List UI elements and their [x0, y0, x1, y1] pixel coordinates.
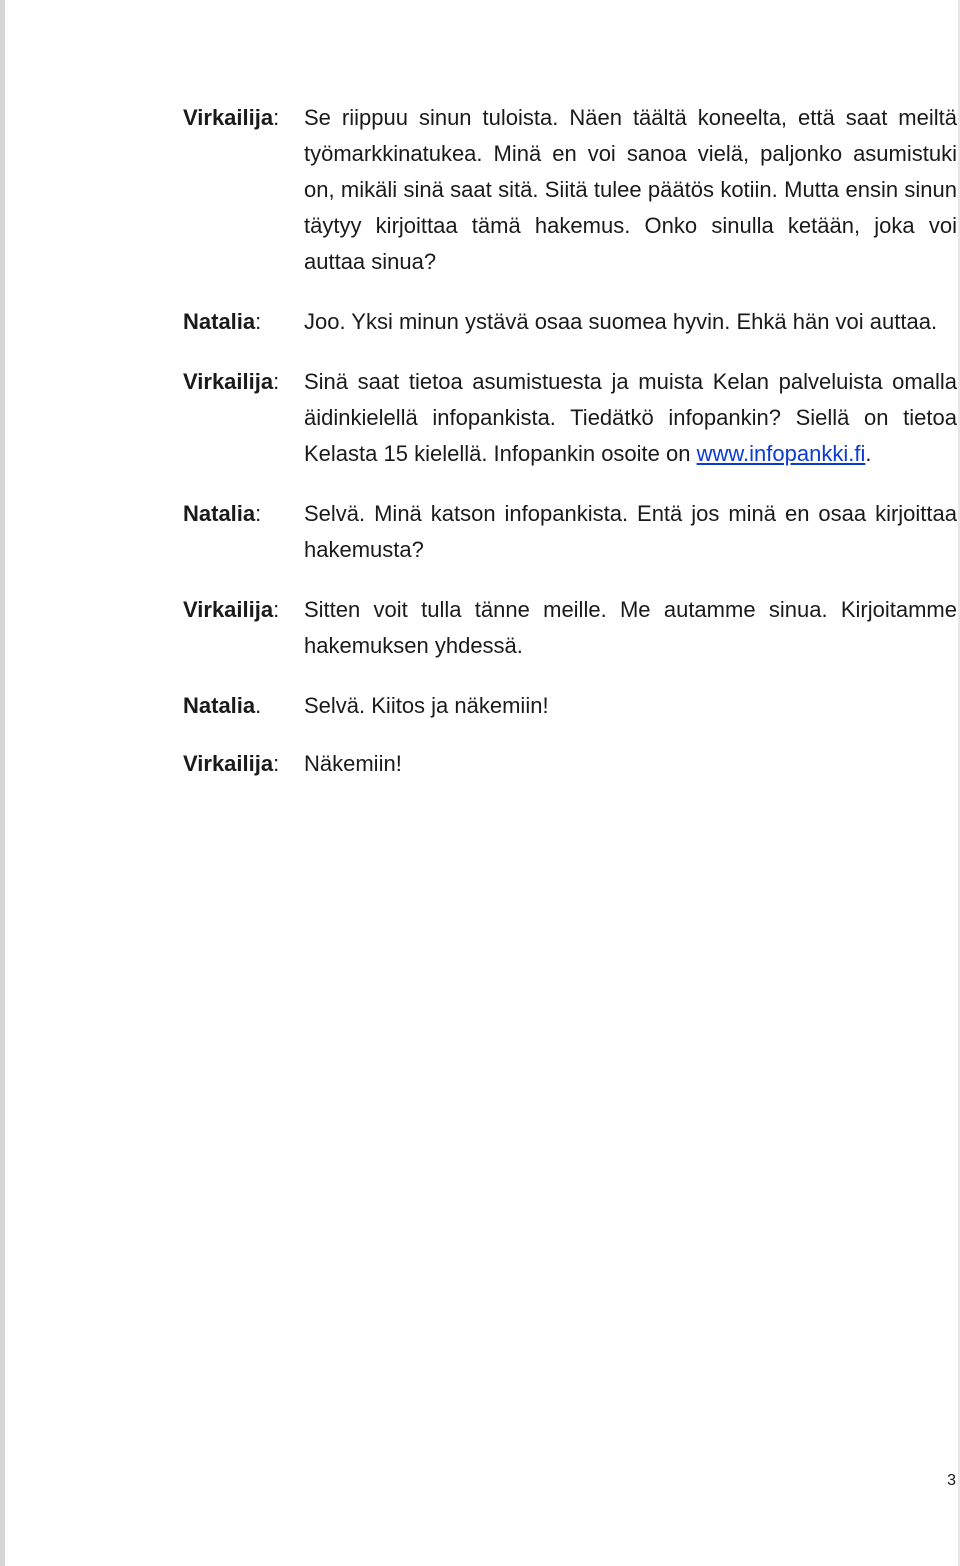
dialogue: [183, 100, 957, 782]
speech-text: Se riippuu sinun tuloista. Näen täältä koneelta, että saat meiltä työmarkkinatukea. Minä en voi sanoa vielä, paljonko asumistuki on, mikäli sinä saat sitä. Siitä tulee päätös kotiin. Mutta ensin sinun täytyy kirjoittaa tämä hakemus. Onko sinulla ketään, joka voi auttaa sinua?: [304, 105, 957, 274]
speech-body: Sinä saat tietoa asumistuesta ja muista Kelan palveluista omalla äidinkielellä infopankista. Tiedätkö infopankin? Siellä on tietoa Kelasta 15 kielellä. Infopankin osoite on: [304, 369, 957, 466]
dialogue-turn: [183, 496, 957, 568]
speaker-separator: .: [255, 693, 262, 718]
speaker-separator: :: [273, 597, 280, 622]
speech-end: .: [865, 441, 872, 466]
speaker-label: [183, 746, 304, 782]
dialogue-turn: [183, 688, 957, 724]
speaker-name: Virkailija: [183, 105, 274, 130]
speech-text: Sitten voit tulla tänne meille. Me autamme sinua. Kirjoitamme hakemuksen yhdessä.: [304, 597, 957, 658]
speaker-name: Virkailija: [183, 751, 274, 776]
speaker-separator: :: [273, 369, 280, 394]
speaker-name: Virkailija: [183, 369, 274, 394]
speaker-label: [183, 304, 304, 340]
speech-text: Näkemiin!: [304, 751, 402, 776]
speaker-name: Natalia: [183, 501, 256, 526]
speaker-name: Natalia: [183, 693, 256, 718]
page-edge-left: [0, 0, 5, 1566]
infopankki-link[interactable]: www.infopankki.fi: [696, 441, 866, 466]
speech-text: Selvä. Kiitos ja näkemiin!: [304, 693, 549, 718]
speech-text: Joo. Yksi minun ystävä osaa suomea hyvin. Ehkä hän voi auttaa.: [304, 309, 938, 334]
speaker-name: Virkailija: [183, 597, 274, 622]
page-number: 3: [947, 1472, 956, 1489]
speaker-label: [183, 100, 304, 136]
dialogue-turn: [183, 746, 957, 782]
speaker-label: [183, 364, 304, 400]
speaker-separator: :: [273, 105, 280, 130]
speech-text: [304, 364, 957, 472]
dialogue-turn: [183, 592, 957, 664]
speaker-name: Natalia: [183, 309, 256, 334]
speech-text: Selvä. Minä katson infopankista. Entä jos minä en osaa kirjoittaa hakemusta?: [304, 501, 957, 562]
dialogue-turn: [183, 100, 957, 280]
speaker-label: [183, 496, 304, 532]
speaker-separator: :: [273, 751, 280, 776]
speaker-label: [183, 592, 304, 628]
speaker-separator: :: [255, 501, 262, 526]
speaker-label: [183, 688, 304, 724]
dialogue-turn: [183, 304, 957, 340]
speaker-separator: :: [255, 309, 262, 334]
dialogue-turn: [183, 364, 957, 472]
